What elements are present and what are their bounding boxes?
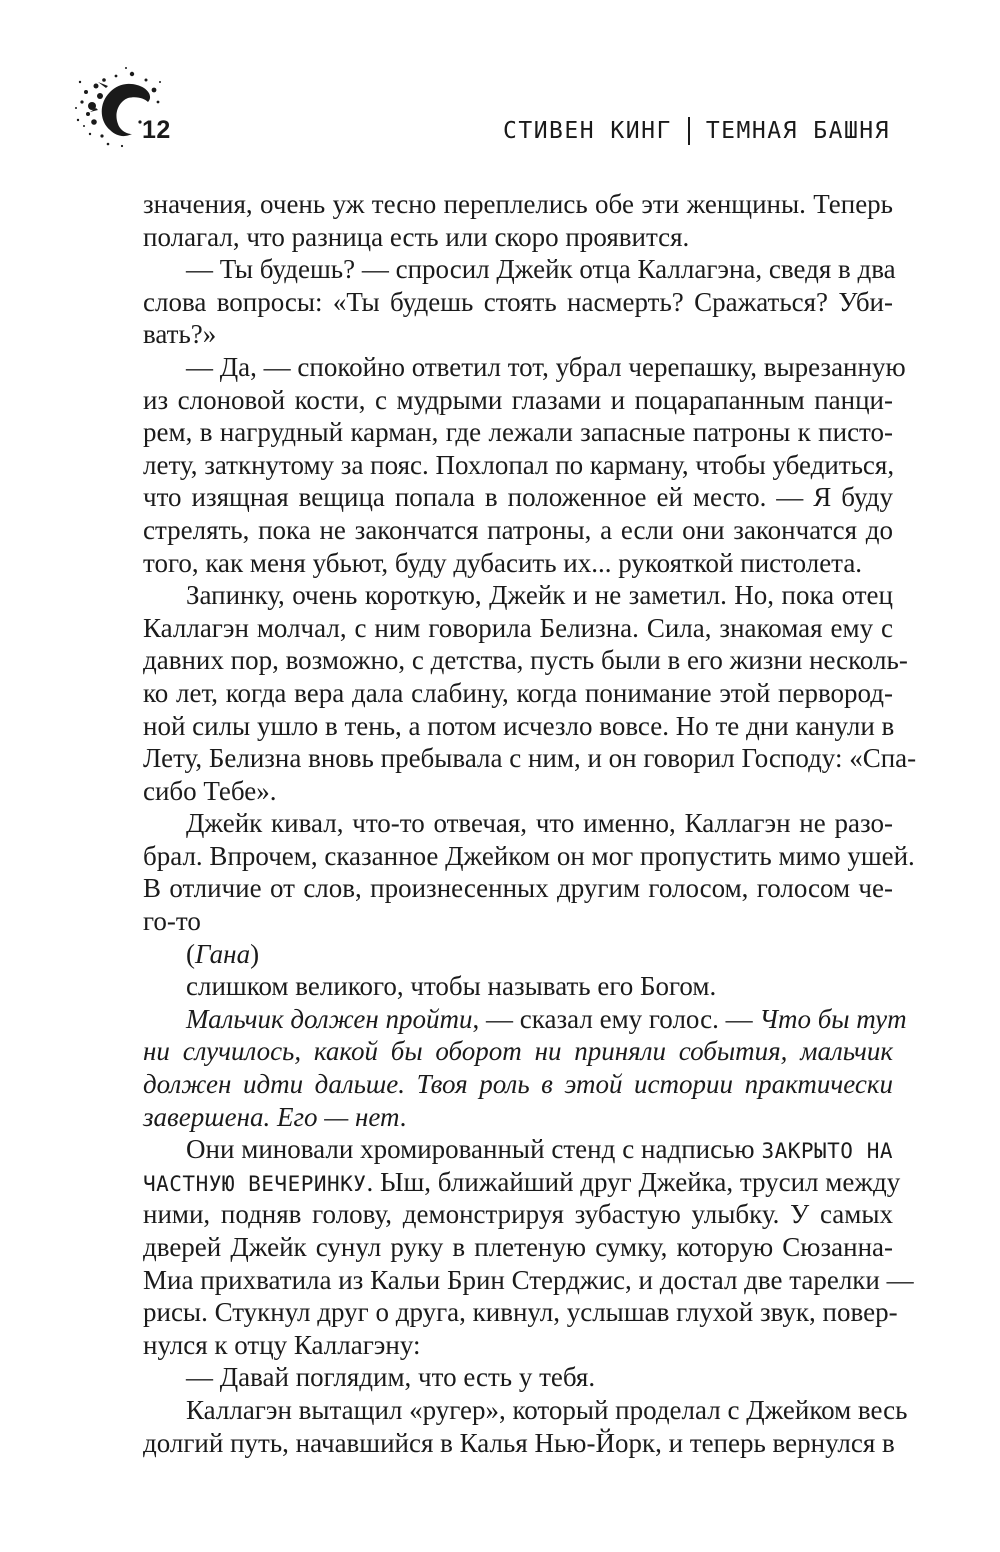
text-line: Запинку, очень короткую, Джейк и не заметил. Но, пока отец xyxy=(186,580,893,611)
text-line xyxy=(143,1101,893,1134)
text-line: давних пор, возможно, с детства, пусть были в его жизни несколь- xyxy=(143,645,908,676)
page-number: 12 xyxy=(142,116,171,144)
running-head-divider xyxy=(688,117,690,145)
text-line: должен идти дальше. Твоя роль в этой истории практически xyxy=(143,1069,893,1100)
text-line: ни случилось, какой бы оборот ни приняли события, мальчик xyxy=(143,1036,893,1067)
italic-text: Что бы тут xyxy=(759,1003,907,1034)
text-span: , — сказал ему голос. — xyxy=(472,1003,760,1034)
text-line: лету, заткнутому за пояс. Похлопал по карману, чтобы убедиться, xyxy=(143,449,895,480)
text-span: . Ыш, ближайший друг Джейка, трусил между xyxy=(366,1166,901,1197)
running-head-title: ТЕМНАЯ БАШНЯ xyxy=(705,118,890,144)
text-line: нулся к отцу Каллагэну: xyxy=(143,1329,421,1360)
paren-open: ( xyxy=(186,938,195,969)
running-head xyxy=(503,117,890,145)
text-line: Каллагэн вытащил «ругер», который проделал с Джейком весь xyxy=(186,1394,908,1425)
text-line: полагал, что разница есть или скоро проявится. xyxy=(143,221,690,252)
italic-text: Гана xyxy=(195,938,251,969)
text-line: ко лет, когда вера дала слабину, когда понимание этой первород- xyxy=(143,677,893,708)
sign-text: ЗАКРЫТО НА xyxy=(761,1139,893,1164)
text-line: вать?» xyxy=(143,319,217,350)
text-line: сибо Тебе». xyxy=(143,775,277,806)
text-line: — Да, — спокойно ответил тот, убрал черепашку, вырезанную xyxy=(186,351,906,382)
sign-text: ЧАСТНУЮ ВЕЧЕРИНКУ xyxy=(143,1171,367,1196)
paren-close: ) xyxy=(250,938,260,969)
text-line: что изящная вещица попала в положенное ей место. — Я буду xyxy=(143,482,893,513)
italic-text: Мальчик должен пройти xyxy=(186,1003,473,1034)
text-line: слова вопросы: «Ты будешь стоять насмерть? Сражаться? Уби- xyxy=(143,286,893,317)
text-line xyxy=(143,1003,907,1036)
text-line: того, как меня убьют, буду дубасить их... рукояткой пистолета. xyxy=(143,547,863,578)
text-line: значения, очень уж тесно переплелись обе эти женщины. Теперь xyxy=(143,189,893,219)
text-line: брал. Впрочем, сказанное Джейком он мог пропустить мимо ушей. xyxy=(143,840,915,871)
text-line xyxy=(143,938,893,971)
text-line: стрелять, пока не закончатся патроны, а если они закончатся до xyxy=(143,514,893,545)
text-line: слишком великого, чтобы называть его Богом. xyxy=(186,971,717,1002)
text-line: Джейк кивал, что-то отвечая, что именно, Каллагэн не разо- xyxy=(186,808,893,839)
text-line: Каллагэн молчал, с ним говорила Белизна. Сила, знакомая ему с xyxy=(143,612,893,643)
text-line: рем, в нагрудный карман, где лежали запасные патроны к писто- xyxy=(143,417,893,448)
running-head-author: СТИВЕН КИНГ xyxy=(503,118,672,144)
text-line: — Давай поглядим, что есть у тебя. xyxy=(186,1362,596,1393)
text-line: В отличие от слов, произнесенных другим голосом, голосом че- xyxy=(143,873,893,904)
ink-splatter-icon xyxy=(70,62,170,162)
text-line xyxy=(143,1133,893,1166)
text-line: ной силы ушло в тень, а потом исчезло вовсе. Но те дни канули в xyxy=(143,710,895,741)
text-line: из слоновой кости, с мудрыми глазами и поцарапанным панци- xyxy=(143,384,893,415)
text-line xyxy=(143,1166,901,1199)
text-line: Лету, Белизна вновь пребывала с ним, и он говорил Господу: «Спа- xyxy=(143,743,917,774)
text-line: дверей Джейк сунул руку в плетеную сумку, которую Сюзанна- xyxy=(143,1232,893,1262)
text-line: го-то xyxy=(143,906,201,937)
page-header xyxy=(0,0,1000,160)
text-line: Миа прихватила из Кальи Брин Стерджис, и достал две тарелки — xyxy=(143,1264,914,1295)
text-line: ними, подняв голову, демонстрируя зубастую улыбку. У самых xyxy=(143,1199,893,1230)
text-span: . xyxy=(399,1101,407,1132)
text-span: Они миновали хромированный стенд с надписью xyxy=(186,1134,762,1165)
text-line: рисы. Стукнул друг о друга, кивнул, услышав глухой звук, повер- xyxy=(143,1297,898,1328)
text-line: — Ты будешь? — спросил Джейк отца Каллагэна, сведя в два xyxy=(186,254,896,285)
text-line: долгий путь, начавшийся в Калья Нью-Йорк, и теперь вернулся в xyxy=(143,1427,895,1458)
italic-text: завершена. Его — нет xyxy=(143,1101,400,1132)
body-text xyxy=(143,188,917,1459)
